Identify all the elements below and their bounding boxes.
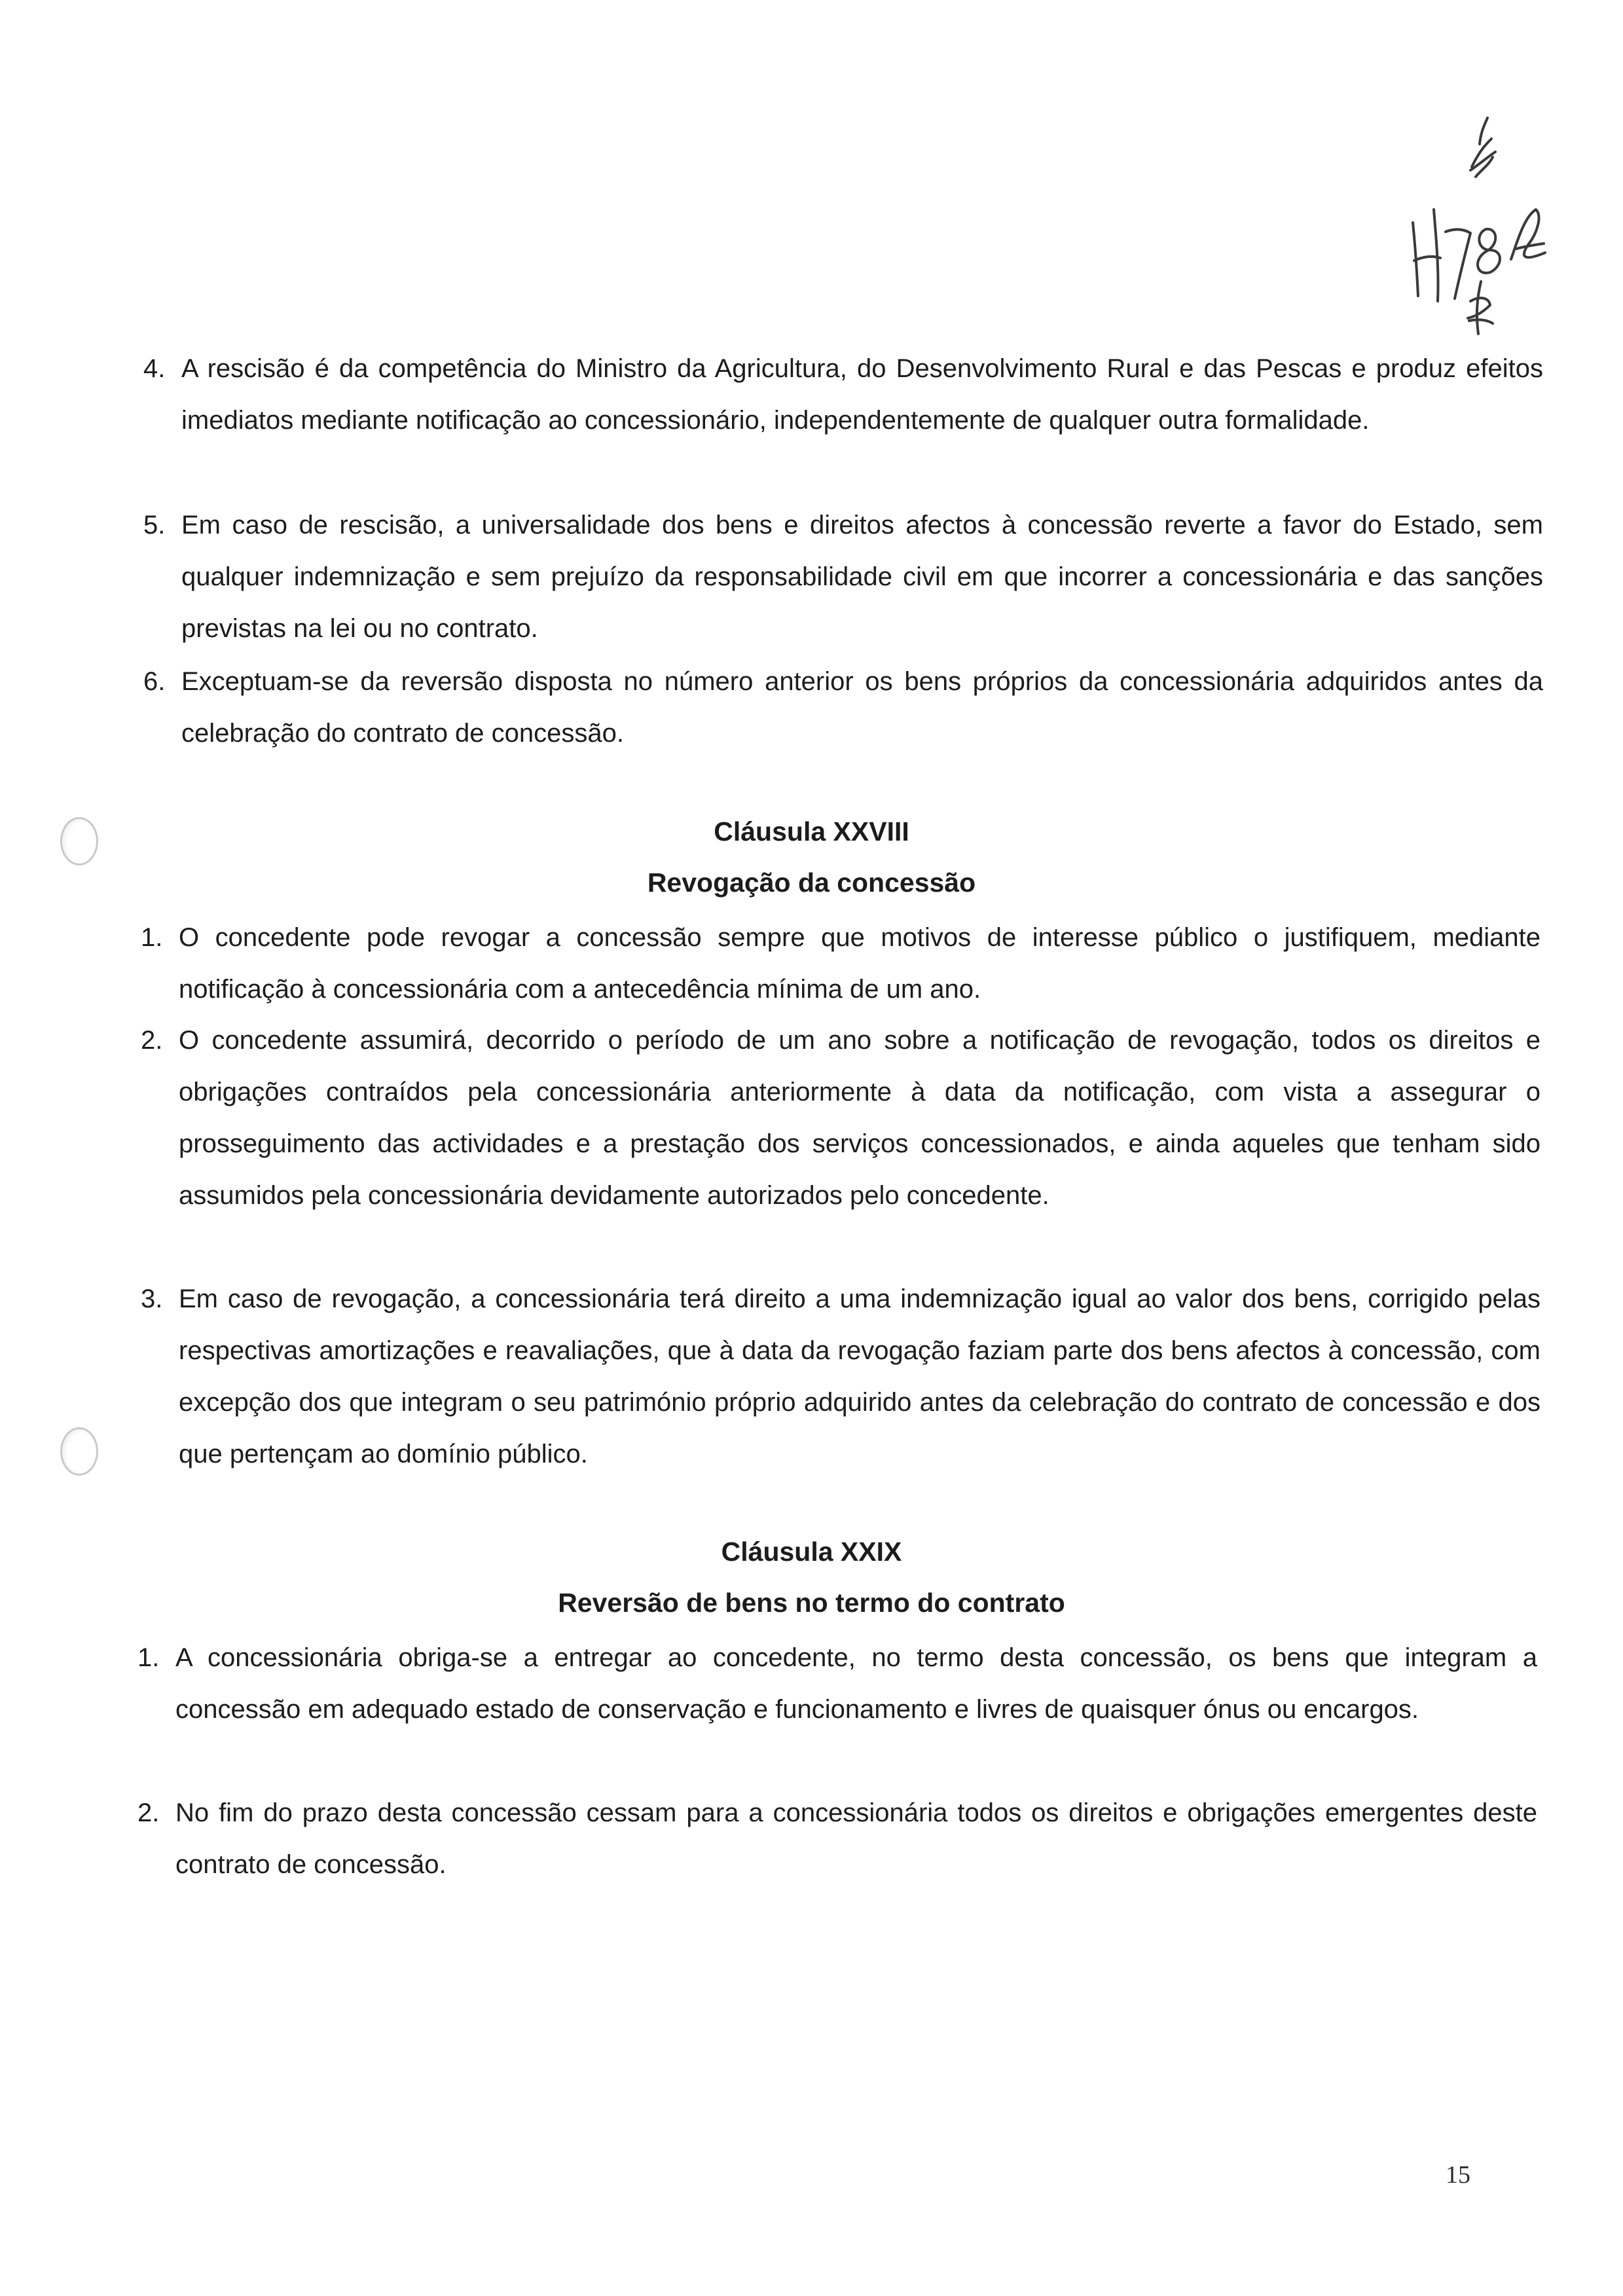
- item-text: Em caso de rescisão, a universalidade dos bens e direitos afectos à concessão reverte a favor do Estado, sem qualquer indemnização e sem prejuízo da responsabilidade civil em que incorrer a concessionária e das sanções previstas na lei ou no contrato.: [181, 511, 1543, 643]
- item-text: A concessionária obriga-se a entregar ao concedente, no termo desta concessão, os bens que integram a concessão em adequado estado de conservação e funcionamento e livres de quaisquer ónus ou encargos.: [175, 1643, 1537, 1724]
- page-number: 15: [1446, 2161, 1470, 2189]
- clause-title: Cláusula XXVIII: [714, 816, 909, 847]
- clause-subtitle: Revogação da concessão: [647, 867, 976, 898]
- list-item: [137, 1787, 1537, 1891]
- item-text: Exceptuam-se da reversão disposta no número anterior os bens próprios da concessionária adquiridos antes da celebração do contrato de concessão.: [181, 667, 1543, 748]
- item-text: No fim do prazo desta concessão cessam para a concessionária todos os direitos e obrigações emergentes deste contrato de concessão.: [175, 1798, 1537, 1879]
- item-number: 2.: [137, 1798, 160, 1827]
- clause-title: Cláusula XXIX: [721, 1537, 902, 1567]
- list-item: [143, 500, 1543, 655]
- punch-hole: [60, 1427, 98, 1476]
- list-item: [141, 1015, 1541, 1222]
- item-number: 1.: [137, 1643, 160, 1672]
- item-number: 1.: [141, 923, 163, 952]
- item-text: Em caso de revogação, a concessionária terá direito a uma indemnização igual ao valor dos bens, corrigido pelas respectivas amortizações e reavaliações, que à data da revogação faziam parte dos bens afectos à concessão, com excepção dos que integram o seu património próprio adquirido antes da celebração do contrato de concessão e dos que pertençam ao domínio público.: [179, 1285, 1541, 1468]
- item-number: 3.: [141, 1285, 163, 1313]
- list-item: [143, 343, 1543, 446]
- item-text: O concedente pode revogar a concessão sempre que motivos de interesse público o justifiquem, mediante notificação à concessionária com a antecedência mínima de um ano.: [179, 923, 1541, 1004]
- list-item: [141, 912, 1541, 1015]
- item-number: 4.: [143, 354, 166, 383]
- list-item: [137, 1632, 1537, 1736]
- item-number: 6.: [143, 667, 166, 696]
- handwritten-initials: [1408, 105, 1558, 347]
- item-number: 2.: [141, 1026, 163, 1055]
- item-text: A rescisão é da competência do Ministro da Agricultura, do Desenvolvimento Rural e das Pescas e produz efeitos imediatos mediante notificação ao concessionário, independentemente de qualquer outra formalidade.: [181, 354, 1543, 435]
- item-text: O concedente assumirá, decorrido o período de um ano sobre a notificação de revogação, todos os direitos e obrigações contraídos pela concessionária anteriormente à data da notificação, com vista a assegurar o prosseguimento das actividades e a prestação dos serviços concessionados, e ainda aqueles que tenham sido assumidos pela concessionária devidamente autorizados pelo concedente.: [179, 1026, 1541, 1210]
- list-item: [143, 656, 1543, 759]
- clause-subtitle: Reversão de bens no termo do contrato: [558, 1588, 1065, 1618]
- item-number: 5.: [143, 511, 166, 539]
- list-item: [141, 1273, 1541, 1480]
